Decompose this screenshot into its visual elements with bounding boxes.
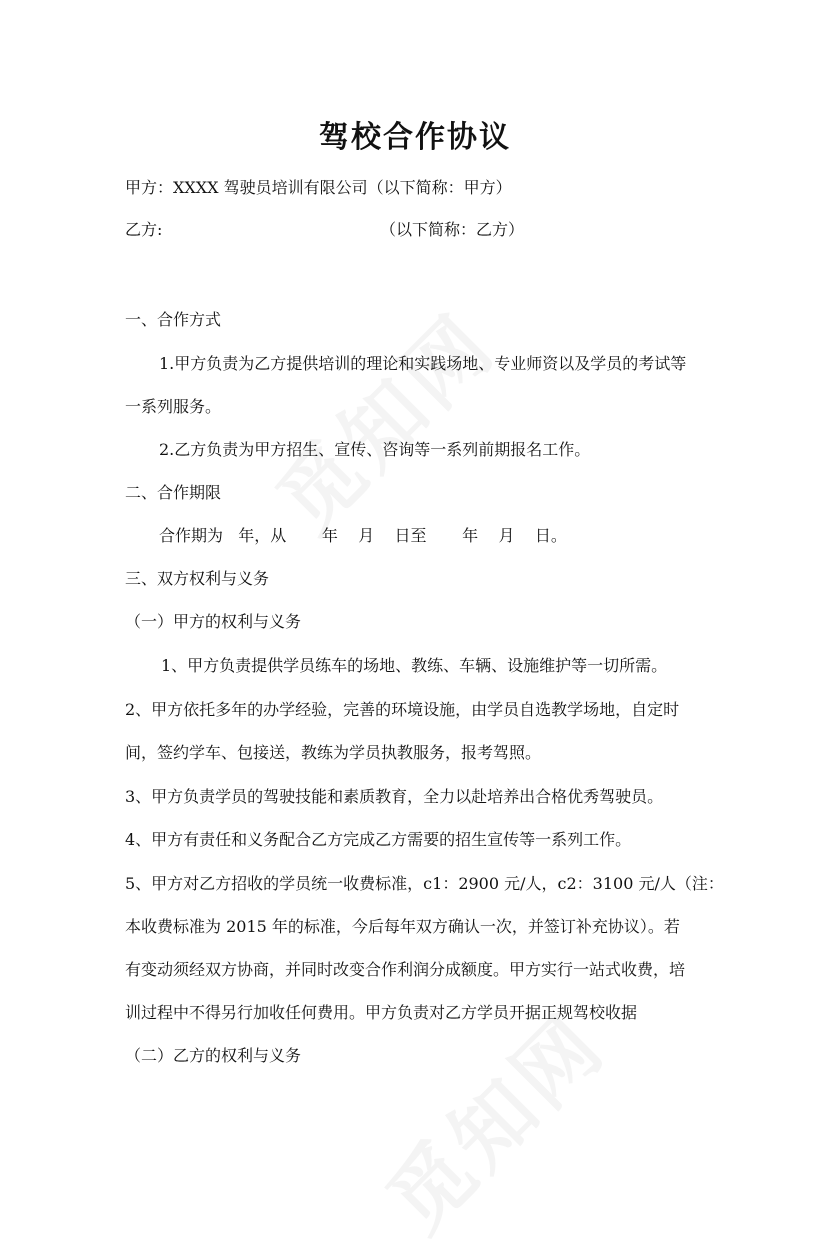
list-item: 训过程中不得另行加收任何费用。甲方负责对乙方学员开据正规驾校收据 <box>125 1003 638 1022</box>
section-2-heading: 二、合作期限 <box>125 483 222 502</box>
list-item: 3、甲方负责学员的驾驶技能和素质教育，全力以赴培养出合格优秀驾驶员。 <box>125 787 664 806</box>
subsection-heading: （一）甲方的权利与义务 <box>125 612 302 631</box>
paragraph: 一系列服务。 <box>125 397 222 416</box>
document-title: 驾校合作协议 <box>319 120 511 155</box>
section-3-heading: 三、双方权利与义务 <box>125 569 270 588</box>
list-item: 间，签约学车、包接送，教练为学员执教服务，报考驾照。 <box>125 743 542 762</box>
list-item: 4、甲方有责任和义务配合乙方完成乙方需要的招生宣传等一系列工作。 <box>125 830 632 849</box>
party-a-line: 甲方：XXXX 驾驶员培训有限公司（以下简称：甲方） <box>125 178 512 197</box>
watermark <box>357 984 626 1253</box>
list-item: 1、甲方负责提供学员练车的场地、教练、车辆、设施维护等一切所需。 <box>161 656 668 675</box>
list-item: 2、甲方依托多年的办学经验，完善的环境设施，由学员自选教学场地，自定时 <box>125 700 680 719</box>
party-b-note: （以下简称：乙方） <box>380 220 525 239</box>
subsection-heading: （二）乙方的权利与义务 <box>125 1046 302 1065</box>
paragraph: 2.乙方负责为甲方招生、宣传、咨询等一系列前期报名工作。 <box>159 440 591 459</box>
party-b-label: 乙方: <box>125 220 163 239</box>
list-item: 有变动须经双方协商，并同时改变合作利润分成额度。甲方实行一站式收费，培 <box>125 960 686 979</box>
paragraph: 1.甲方负责为乙方提供培训的理论和实践场地、专业师资以及学员的考试等 <box>159 354 687 373</box>
section-1-heading: 一、合作方式 <box>125 310 222 329</box>
list-item: 本收费标准为 2015 年的标准，今后每年双方确认一次，并签订补充协议）。若 <box>125 917 680 936</box>
list-item: 5、甲方对乙方招收的学员统一收费标准，c1：2900 元/人，c2：3100 元/人（注： <box>125 874 724 893</box>
term-line: 合作期为 年，从 年 月 日至 年 月 日。 <box>159 526 567 545</box>
